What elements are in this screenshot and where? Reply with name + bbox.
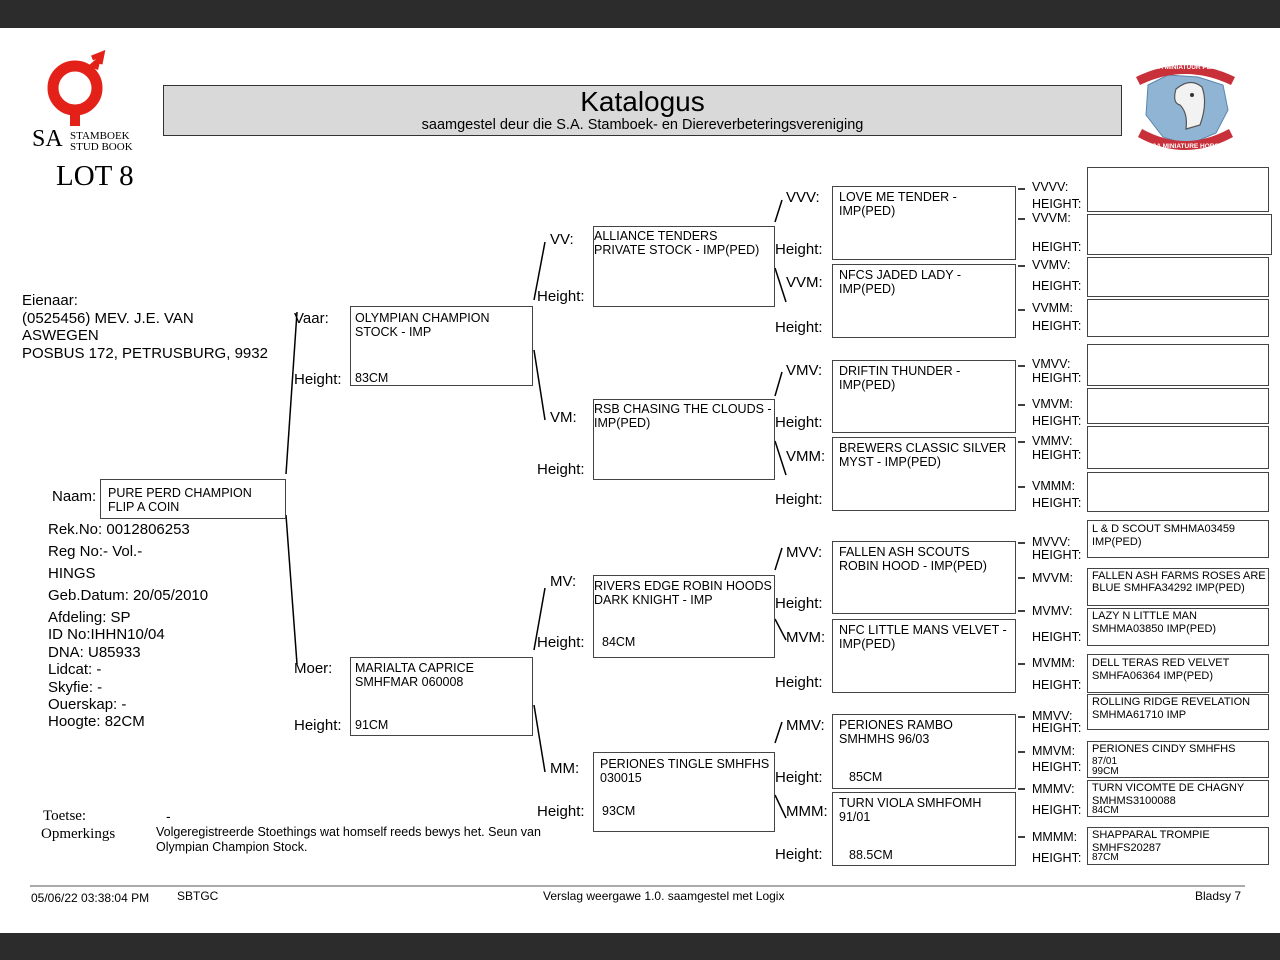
vvvm-height-label: HEIGHT: [1032,240,1082,254]
mmm-label: MMM: [786,803,828,820]
vmvm-box [1087,388,1269,424]
vmmm-box [1087,472,1269,512]
mmvm-label: MMVM: [1032,744,1076,758]
mmvm-height: 99CM [1092,766,1119,777]
vmmm-label: VMMM: [1032,479,1076,493]
subject-name-box [100,479,286,519]
mv-height: 84CM [602,635,636,649]
vvmm-height-label: HEIGHT: [1032,319,1082,333]
sire-height-label: Height: [294,371,342,388]
footer-org: SBTGC [177,889,219,903]
mmvm-name1: PERIONES CINDY SMHFHS [1092,743,1236,755]
mvv-name: FALLEN ASH SCOUTS ROBIN HOOD - IMP(PED) [839,545,987,573]
vvm-name: NFCS JADED LADY - IMP(PED) [839,268,962,296]
dna: DNA: U85933 [48,644,141,661]
vmvm-label: VMVM: [1032,397,1073,411]
mmvm-height-label: HEIGHT: [1032,760,1082,774]
vvv-box [832,186,1016,260]
mvvm-name: FALLEN ASH FARMS ROSES ARE BLUE SMHFA34292 IMP(PED) [1092,570,1266,594]
vmvm-height-label: HEIGHT: [1032,414,1082,428]
birth-date: Geb.Datum: 20/05/2010 [48,587,209,604]
mmv-box [832,714,1016,789]
mv-name: RIVERS EDGE ROBIN HOODS DARK KNIGHT - IMP [594,579,772,607]
vmvv-box [1087,344,1269,386]
toetse-label: Toetse: [43,808,87,824]
viewer-bottom-bar [0,933,1280,960]
mvmm-label: MVMM: [1032,656,1076,670]
mmm-height-label: Height: [775,846,823,863]
mmmm-height: 87CM [1092,852,1119,863]
subject-name: PURE PERD CHAMPION FLIP A COIN [108,486,252,514]
vm-label: VM: [550,409,577,426]
catalog-title: Katalogus [580,86,705,117]
vmvv-label: VMVV: [1032,357,1071,371]
crest-top-text: SA MINIATUUR PERD [1154,64,1221,71]
vvv-height-label: Height: [775,241,823,258]
vvmm-label: VVMM: [1032,301,1073,315]
mv-height-label: Height: [537,634,585,651]
sire-box [350,306,533,386]
vm-height-label: Height: [537,461,585,478]
vmmv-box [1087,426,1269,469]
vmv-height-label: Height: [775,414,823,431]
mm-height: 93CM [602,804,636,818]
vv-label: VV: [550,231,574,248]
dam-box [350,657,533,736]
vmm-name: BREWERS CLASSIC SILVER MYST - IMP(PED) [839,441,1007,469]
vaar-label: Vaar: [294,310,329,327]
mvmm-height-label: HEIGHT: [1032,678,1082,692]
mv-box [593,575,775,658]
mmv-height: 85CM [849,770,883,784]
vm-box [593,399,775,480]
vmm-height-label: Height: [775,491,823,508]
toetse-value: - [166,808,171,824]
lidcat: Lidcat: - [48,661,102,678]
mmm-height: 88.5CM [849,848,893,862]
reg-no: Reg No:- Vol.- [48,543,143,560]
mmv-label: MMV: [786,717,825,734]
vmvv-height-label: HEIGHT: [1032,371,1082,385]
mvm-height-label: Height: [775,674,823,691]
moer-label: Moer: [294,660,333,677]
vmv-name: DRIFTIN THUNDER - IMP(PED) [839,364,961,392]
mvvv-height-label: HEIGHT: [1032,548,1082,562]
vv-height-label: Height: [537,288,585,305]
mvm-box [832,619,1016,693]
mvv-box [832,541,1016,614]
sire-height: 83CM [355,371,389,385]
naam-label: Naam: [52,488,97,505]
mmvv-height-label: HEIGHT: [1032,721,1082,735]
opmerkings-label: Opmerkings [41,826,116,842]
mmv-name: PERIONES RAMBO SMHMHS 96/03 [839,718,953,746]
ouerskap: Ouerskap: - [48,696,127,713]
dam-height: 91CM [355,718,389,732]
footer-page: Bladsy 7 [1195,889,1242,903]
vvmv-box [1087,257,1269,297]
afdeling: Afdeling: SP [48,609,131,626]
vmm-box [832,437,1016,511]
mvvv-name: L & D SCOUT SMHMA03459 IMP(PED) [1092,523,1236,548]
vvm-height-label: Height: [775,319,823,336]
rek-no: Rek.No: 0012806253 [48,521,190,538]
vvvm-box [1087,214,1272,255]
vvmv-height-label: HEIGHT: [1032,279,1082,293]
opmerkings-text: Volgeregistreerde Stoethings wat homself reeds bewys het. Seun van Olympian Champion Stock. [156,825,541,854]
vmmm-height-label: HEIGHT: [1032,496,1082,510]
mmmm-box [1087,827,1269,865]
vvv-label: VVV: [786,189,820,206]
mmmm-name: SHAPPARAL TROMPIE SMHFS20287 [1092,829,1210,854]
mmm-box [832,792,1016,866]
mvm-name: NFC LITTLE MANS VELVET - IMP(PED) [839,623,1007,651]
mvmm-box [1087,654,1269,693]
mvm-label: MVM: [786,629,826,646]
vv-name: ALLIANCE TENDERS PRIVATE STOCK - IMP(PED) [594,229,760,257]
lot-number: LOT 8 [56,160,134,192]
crest-bottom-text: SA MINIATURE HORSE [1152,143,1224,150]
vvvm-label: VVVM: [1032,211,1071,225]
vvvv-label: VVVV: [1032,180,1069,194]
mm-name: PERIONES TINGLE SMHFHS 030015 [600,757,770,785]
vmv-box [832,360,1016,433]
mmv-height-label: Height: [775,769,823,786]
mvv-height-label: Height: [775,595,823,612]
mvmv-name: LAZY N LITTLE MAN SMHMA03850 IMP(PED) [1092,610,1217,635]
vvvv-box [1087,167,1269,212]
owner-line3: POSBUS 172, PETRUSBURG, 9932 [22,344,268,362]
mvvv-box [1087,520,1269,558]
vvm-box [832,264,1016,338]
vvm-label: VVM: [786,274,823,291]
dam-name: MARIALTA CAPRICE SMHFMAR 060008 [355,661,475,689]
mmmv-height: 84CM [1092,805,1119,816]
mvmm-name: DELL TERAS RED VELVET SMHFA06364 IMP(PED) [1092,657,1230,682]
mvvm-box [1087,568,1269,606]
owner-line2: ASWEGEN [22,327,99,344]
mvvv-label: MVVV: [1032,535,1071,549]
logo-line2: STUD BOOK [70,141,133,153]
id-no: ID No:IHHN10/04 [48,626,165,643]
vv-box [593,226,775,307]
hoogte: Hoogte: 82CM [48,713,145,730]
vmv-label: VMV: [786,362,823,379]
vmmv-label: VMMV: [1032,434,1073,448]
mvvm-label: MVVM: [1032,571,1073,585]
footer-datetime: 05/06/22 03:38:04 PM [31,891,150,905]
mmvv-box [1087,694,1269,730]
mmmv-height-label: HEIGHT: [1032,803,1082,817]
logo-line1: STAMBOEK [70,130,130,142]
owner-line1: (0525456) MEV. J.E. VAN [22,309,194,327]
vvmv-label: VVMV: [1032,258,1071,272]
vmmv-height-label: HEIGHT: [1032,448,1082,462]
vvvv-height-label: HEIGHT: [1032,197,1082,211]
dam-height-label: Height: [294,717,342,734]
mmvm-name2: 87/01 [1092,756,1118,767]
mvmv-label: MVMV: [1032,604,1073,618]
mmmv-box [1087,780,1269,817]
footer-report: Verslag weergawe 1.0. saamgestel met Logix [543,889,785,903]
vm-name: RSB CHASING THE CLOUDS - IMP(PED) [594,402,772,430]
mmm-name: TURN VIOLA SMHFOMH 91/01 [839,796,982,824]
mmvv-label: MMVV: [1032,709,1073,723]
mv-label: MV: [550,573,577,590]
mmmm-label: MMMM: [1032,830,1078,844]
mvmv-box [1087,608,1269,646]
catalog-subtitle: saamgestel deur die S.A. Stamboek- en Diereverbeteringsvereniging [421,117,864,133]
vmm-label: VMM: [786,448,826,465]
mm-label: MM: [550,760,580,777]
sex: HINGS [48,565,96,582]
vvmm-box [1087,299,1269,337]
mmvv-name: ROLLING RIDGE REVELATION SMHMA61710 IMP [1092,696,1251,721]
vvv-name: LOVE ME TENDER - IMP(PED) [839,190,957,218]
mvmv-height-label: HEIGHT: [1032,630,1082,644]
owner-label: Eienaar: [22,292,78,309]
sire-name: OLYMPIAN CHAMPION STOCK - IMP [355,311,490,339]
mmvm-box [1087,741,1269,778]
skyfie: Skyfie: - [48,679,103,696]
mvv-label: MVV: [786,544,823,561]
mm-box [593,752,775,832]
mmmv-label: MMMV: [1032,782,1075,796]
mmmm-height-label: HEIGHT: [1032,851,1082,865]
logo-abbr: SA [32,126,63,152]
mmmv-name: TURN VICOMTE DE CHAGNY SMHMS3100088 [1092,782,1244,807]
mm-height-label: Height: [537,803,585,820]
